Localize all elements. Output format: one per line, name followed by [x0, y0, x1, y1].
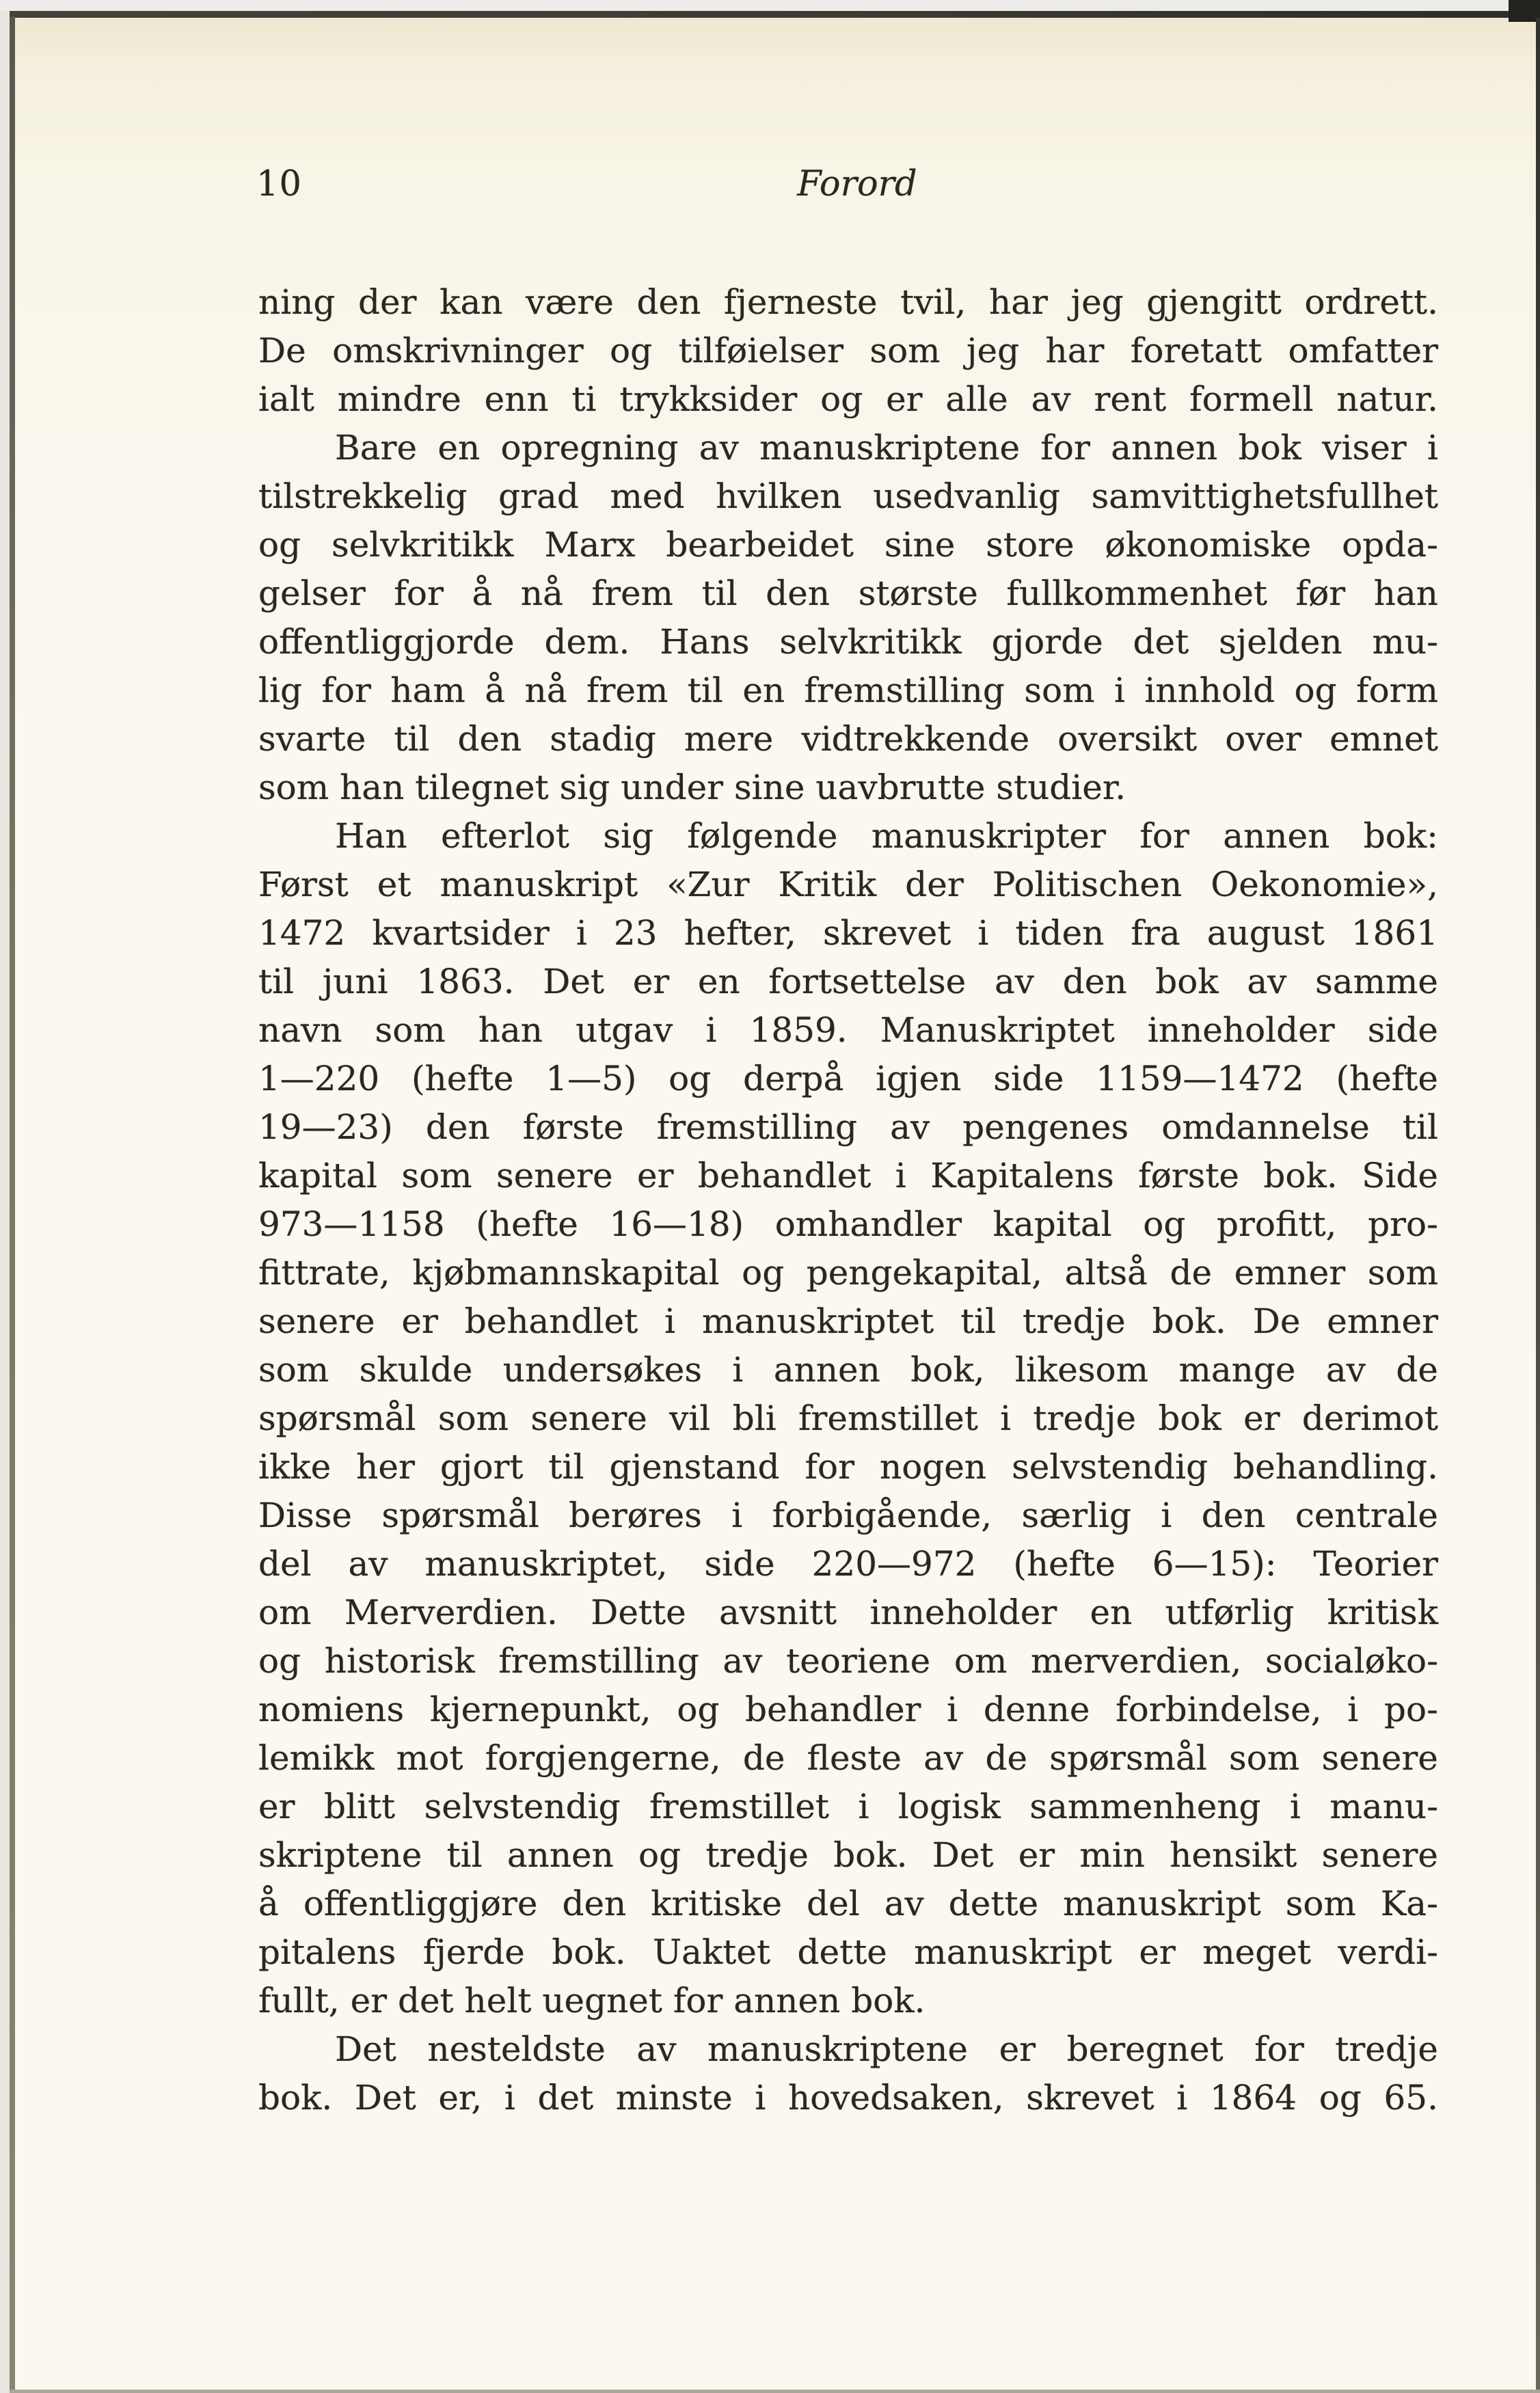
page-number: 10: [256, 164, 302, 204]
text-line: del av manuskriptet, side 220—972 (hefte 6—15): Teorier: [258, 1544, 1438, 1584]
text-line: ning der kan være den fjerneste tvil, har jeg gjengitt ordrett.: [258, 282, 1438, 322]
text-line: ialt mindre enn ti trykksider og er alle av rent formell natur.: [258, 379, 1438, 419]
text-line: lemikk mot forgjengerne, de fleste av de spørsmål som senere: [258, 1738, 1438, 1778]
running-title: Forord: [797, 164, 917, 204]
text-line: som skulde undersøkes i annen bok, likesom mange av de: [258, 1350, 1438, 1390]
text-line: Disse spørsmål berøres i forbigående, særlig i den centrale: [258, 1496, 1438, 1535]
text-line: 973—1158 (hefte 16—18) omhandler kapital og profitt, pro-: [258, 1204, 1438, 1244]
text-line: fittrate, kjøbmannskapital og pengekapital, altså de emner som: [258, 1253, 1438, 1293]
text-line: offentliggjorde dem. Hans selvkritikk gjorde det sjelden mu-: [258, 622, 1438, 662]
page-right-edge-shadow: [1536, 18, 1540, 2393]
text-line: bok. Det er, i det minste i hovedsaken, skrevet i 1864 og 65.: [258, 2078, 1438, 2118]
text-line: nomiens kjernepunkt, og behandler i denne forbindelse, i po-: [258, 1690, 1438, 1729]
text-line: lig for ham å nå frem til en fremstilling som i innhold og form: [258, 671, 1438, 710]
page-left-edge-shadow: [10, 16, 15, 2393]
text-line: til juni 1863. Det er en fortsettelse av den bok av samme: [258, 962, 1438, 1001]
text-line: og selvkritikk Marx bearbeidet sine store økonomiske opda-: [258, 525, 1438, 565]
text-line: som han tilegnet sig under sine uavbrutte studier.: [258, 768, 1126, 807]
text-line: å offentliggjøre den kritiske del av dette manuskript som Ka-: [258, 1884, 1438, 1923]
text-line: Først et manuskript «Zur Kritik der Politischen Oekonomie»,: [258, 865, 1438, 904]
text-line: fullt, er det helt uegnet for annen bok.: [258, 1981, 926, 2020]
scan-left-margin: [0, 11, 10, 2393]
text-line: 1—220 (hefte 1—5) og derpå igjen side 1159—1472 (hefte: [258, 1059, 1438, 1098]
text-line: De omskrivninger og tilføielser som jeg har foretatt omfatter: [258, 331, 1438, 370]
text-line: Bare en opregning av manuskriptene for annen bok viser i: [335, 428, 1438, 468]
text-line: og historisk fremstilling av teoriene om merverdien, socialøko-: [258, 1641, 1438, 1681]
page-top-edge-shadow: [0, 11, 1540, 18]
text-line: Han efterlot sig følgende manuskripter for annen bok:: [335, 816, 1438, 856]
text-line: svarte til den stadig mere vidtrekkende oversikt over emnet: [258, 719, 1438, 759]
page-bottom-edge-shadow: [10, 2390, 1540, 2393]
text-line: er blitt selvstendig fremstillet i logisk sammenheng i manu-: [258, 1787, 1438, 1826]
text-line: tilstrekkelig grad med hvilken usedvanlig samvittighetsfullhet: [258, 476, 1438, 516]
text-line: spørsmål som senere vil bli fremstillet i tredje bok er derimot: [258, 1398, 1438, 1438]
page-sheet: [15, 18, 1536, 2390]
text-line: kapital som senere er behandlet i Kapitalens første bok. Side: [258, 1156, 1438, 1195]
text-line: navn som han utgav i 1859. Manuskriptet inneholder side: [258, 1010, 1438, 1050]
scan-top-margin: [0, 0, 1540, 11]
text-block: [258, 278, 1438, 2122]
text-line: ikke her gjort til gjenstand for nogen selvstendig behandling.: [258, 1447, 1438, 1487]
text-line: skriptene til annen og tredje bok. Det er min hensikt senere: [258, 1835, 1438, 1875]
text-line: 1472 kvartsider i 23 hefter, skrevet i tiden fra august 1861: [258, 913, 1438, 953]
text-line: pitalens fjerde bok. Uaktet dette manuskript er meget verdi-: [258, 1932, 1438, 1972]
text-line: Det nesteldste av manuskriptene er beregnet for tredje: [335, 2029, 1438, 2069]
text-line: 19—23) den første fremstilling av pengenes omdannelse til: [258, 1107, 1438, 1147]
text-line: om Merverdien. Dette avsnitt inneholder en utførlig kritisk: [258, 1593, 1438, 1632]
text-line: gelser for å nå frem til den største fullkommenhet før han: [258, 573, 1438, 613]
text-line: senere er behandlet i manuskriptet til tredje bok. De emner: [258, 1301, 1438, 1341]
